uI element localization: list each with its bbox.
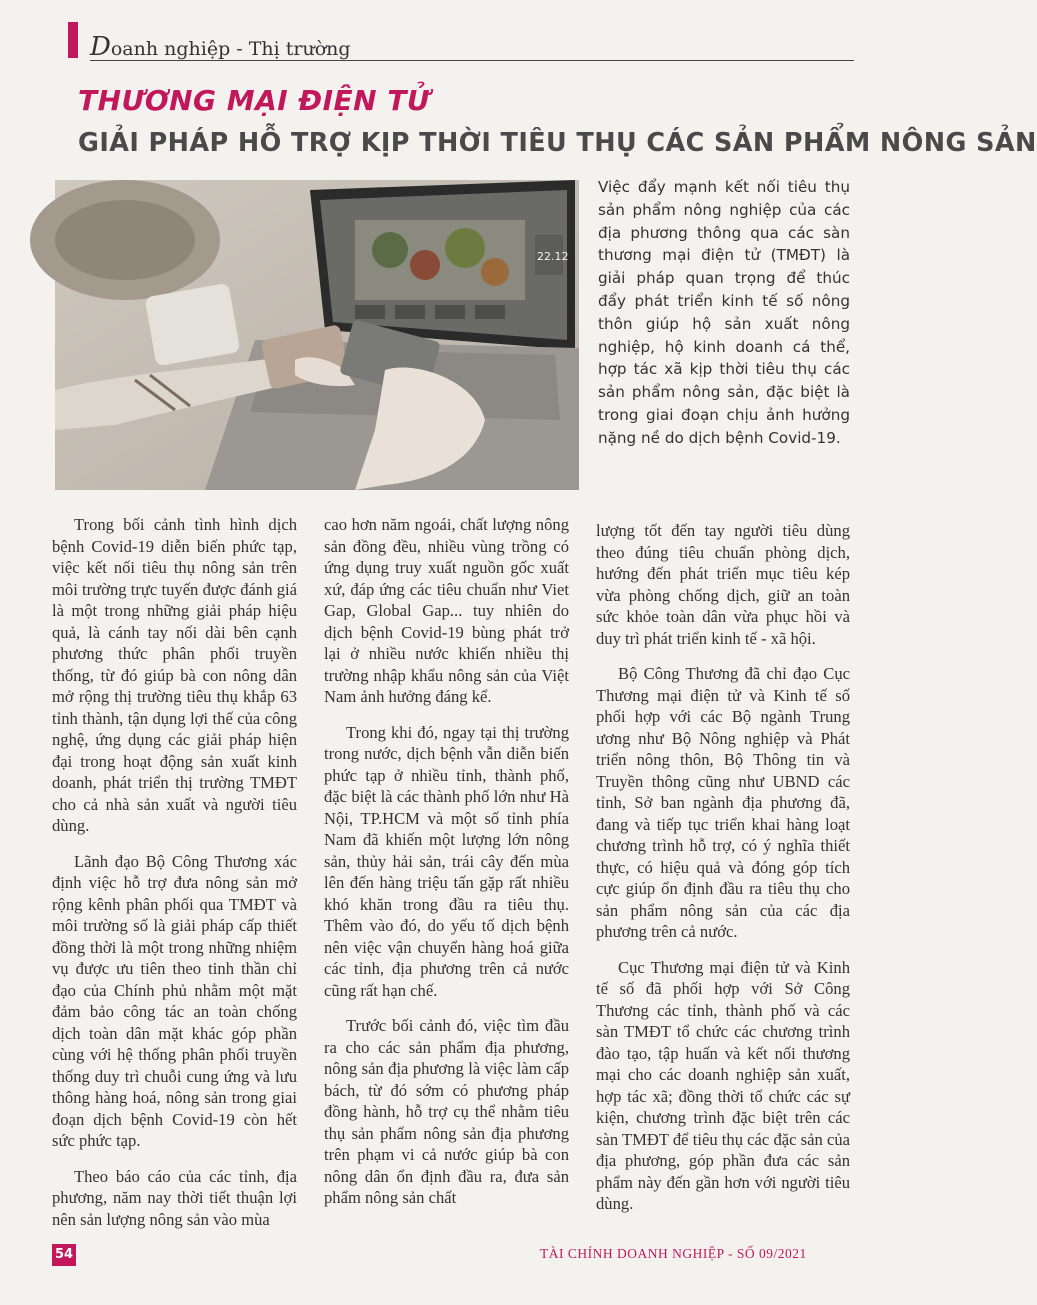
article-lead: Việc đẩy mạnh kết nối tiêu thụ sản phẩm nông nghiệp của các địa phương thông qua các sàn thương mại điện tử (TMĐT) là giải pháp quan trọng để thúc đẩy phát triển kinh tế số nông thôn giúp hộ sản xuất nông nghiệp, hộ kinh doanh cá thể, hợp tác xã kịp thời tiêu thụ các sản phẩm nông sản, đặc biệt là trong giai đoạn chịu ảnh hưởng nặng nề do dịch bệnh Covid-19. [598,178,850,447]
paragraph: cao hơn năm ngoái, chất lượng nông sản đồng đều, nhiều vùng trồng có ứng dụng truy xuất nguồn gốc xuất xứ, đáp ứng các tiêu chuẩn như Viet Gap, Global Gap... tuy nhiên do dịch bệnh Covid-19 bùng phát trở lại ở nhiều nước khiến nhiều thị trường nhập khẩu nông sản của Việt Nam ảnh hưởng đáng kể. [324,515,569,706]
paragraph: Theo báo cáo của các tỉnh, địa phương, năm nay thời tiết thuận lợi nên sản lượng nông sản vào mùa [52,1166,297,1229]
article-photo [55,180,579,490]
section-marker-bar [68,22,78,58]
paragraph: lượng tốt đến tay người tiêu dùng theo đúng tiêu chuẩn phòng dịch, hướng đến phát triển mục tiêu kép vừa phòng chống dịch, giữ an toàn sức khỏe toàn dân vừa phục hồi và duy trì phát triển kinh tế - xã hội. [596,521,850,648]
paragraph: Trong khi đó, ngay tại thị trường trong nước, dịch bệnh vẫn diễn biến phức tạp ở nhiều tỉnh, thành phố, đặc biệt là các thành phố lớn như Hà Nội, TP.HCM và một số tỉnh phía Nam đã khiến một lượng lớn nông sản, thủy hải sản, trái cây đến mùa lên đến hàng triệu tấn gặp rất nhiều khó khăn trong đầu ra tiêu thụ. Thêm vào đó, do yếu tố dịch bệnh nên việc vận chuyển hàng hoá giữa các tỉnh, địa phương trên cả nước cũng rất hạn chế. [324,722,569,1000]
paragraph: Bộ Công Thương đã chỉ đạo Cục Thương mại điện tử và Kinh tế số phối hợp với các Bộ ngành Trung ương như Bộ Nông nghiệp và Phát triển nông thôn, Bộ Thông tin và Truyền thông cũng như UBND các tỉnh, Sở ban ngành địa phương đã, đang và tiếp tục triển khai hàng loạt chương trình hỗ trợ, có ý nghĩa thiết thực, có hiệu quả và đóng góp tích cực giúp ổn định đầu ra tiêu thụ cho sản phẩm nông sản của các địa phương trên cả nước. [596,664,850,941]
article-kicker: THƯƠNG MẠI ĐIỆN TỬ [78,84,431,117]
paragraph: Trong bối cảnh tình hình dịch bệnh Covid-19 diễn biến phức tạp, việc kết nối tiêu thụ nông sản trên môi trường trực tuyến được đánh giá là một trong những giải pháp hiệu quả, là cánh tay nối dài bên cạnh phương thức phân phối truyền thống, từ đó giúp bà con nông dân mở rộng thị trường tiêu thụ khắp 63 tỉnh thành, tận dụng lợi thế của công nghệ, ứng dụng các giải pháp hiện đại trong hoạt động sản xuất kinh doanh, phát triển thị trường TMĐT cho cả nhà sản xuất và người tiêu dùng. [52,515,297,835]
screen-date-label: 22.12 [537,250,569,263]
header-rule [90,60,854,61]
article-column-2 [324,514,569,1223]
paragraph: Lãnh đạo Bộ Công Thương xác định việc hỗ trợ đưa nông sản mở rộng kênh phân phối qua TMĐT và môi trường số là giải pháp cấp thiết đồng thời là một trong những nhiệm vụ được ưu tiên theo tinh thần chỉ đạo của Chính phủ nhằm một mặt đảm bảo công tác an toàn chống dịch toàn dân mặt khác góp phần cùng với hệ thống phân phối truyền thống duy trì chuỗi cung ứng và lưu thông hàng hoá, nông sản trong giai đoạn dịch bệnh Covid-19 còn hết sức phức tạp. [52,851,297,1150]
page-number: 54 [52,1244,76,1266]
laptop-shopping-illustration [55,180,579,490]
article-title: GIẢI PHÁP HỖ TRỢ KỊP THỜI TIÊU THỤ CÁC SẢN PHẨM NÔNG SẢN [78,128,1037,158]
article-column-3 [596,520,850,1229]
paragraph: Trước bối cảnh đó, việc tìm đầu ra cho các sản phẩm địa phương, nông sản địa phương là việc làm cấp bách, từ đó sớm có phương pháp đồng hành, hỗ trợ cụ thể nhằm tiêu thụ sản phẩm nông sản địa phương trên phạm vi cả nước giúp bà con nông dân ổn định đầu ra, đưa sản phẩm nông sản chất [324,1016,569,1207]
article-column-1 [52,514,297,1244]
section-title: oanh nghiệp - Thị trường [110,38,351,60]
section-initial: D [90,32,111,62]
paragraph: Cục Thương mại điện tử và Kinh tế số đã phối hợp với Sở Công Thương các tỉnh, thành phố và các sàn TMĐT tổ chức các chương trình đào tạo, tập huấn và kết nối thương mại cho các doanh nghiệp sản xuất, hợp tác xã; đồng thời tổ chức các sự kiện, chương trình đặc biệt trên các sàn TMĐT để tiêu thụ các đặc sản của địa phương, góp phần đưa các sản phẩm này đến gần hơn với người tiêu dùng. [596,957,850,1213]
publication-footer: TÀI CHÍNH DOANH NGHIỆP - SỐ 09/2021 [540,1246,807,1261]
section-header [90,32,351,62]
